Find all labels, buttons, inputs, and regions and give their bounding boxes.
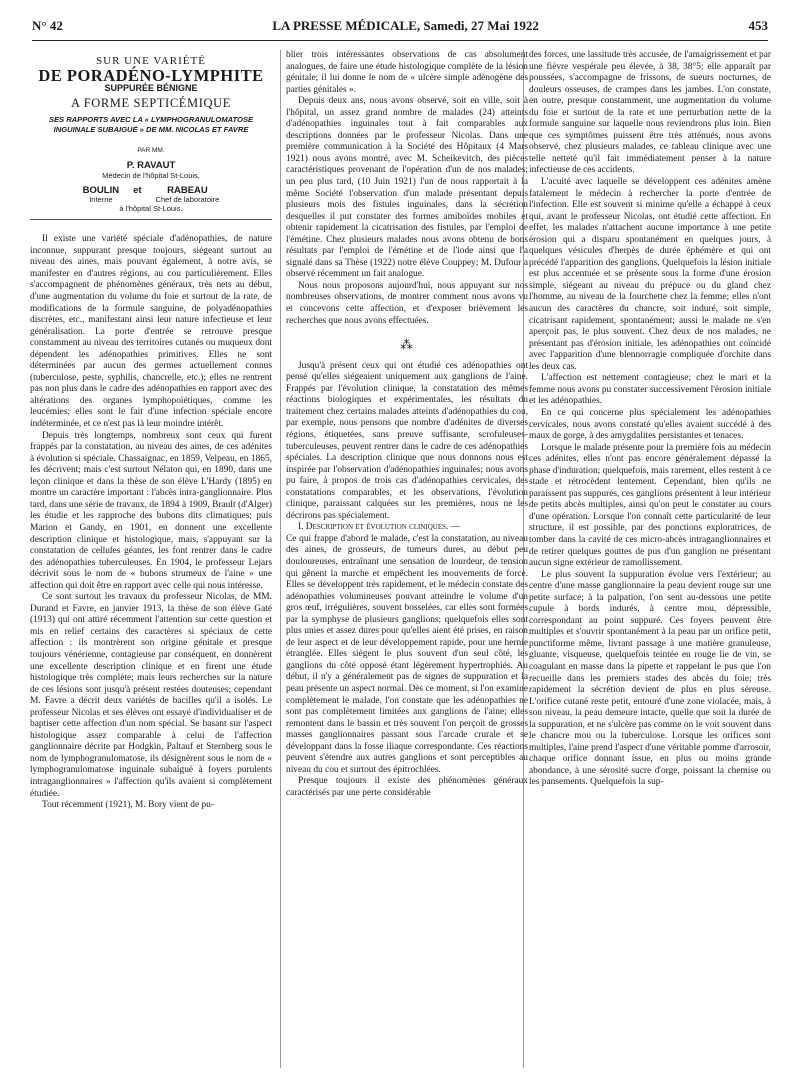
column-divider [280, 50, 281, 1068]
paragraph: Depuis très longtemps, nombreux sont ceux qui furent frappés par la constatation, au niveau des aines, de ces adénites à évolution si spéciale. Chassaignac, en 1859, Velpeau, en 1865, les décrivent; mais c'est surtout Nélaton qui, en 1890, dans une leçon clinique et dans la thèse de son élève L'Hardy (1895) en montre un caractère important : l'abcès intra-ganglionnaire. Plus tard, dans une série de travaux, de 1894 à 1909, Brault (d'Alger) les étudie et les rapproche des bubons dits climatiques; puis Marion et Gandy, en 1901, en donnent une excellente description clinique et histologique, mais, s'appuyant sur la constatation de cellules géantes, les font rentrer dans le cadre des adénopathies tuberculeuses. En 1904, le professeur Lejars décrivit sous le nom de « bubons strumeux de l'aine » une affection qui doit être en rapport avec celle qui nous intéresse. [30, 430, 272, 591]
author-1: P. RAVAUT [126, 159, 176, 171]
author-3: RABEAU [167, 185, 208, 197]
author-1-affiliation: Médecin de l'hôpital St-Louis, [102, 171, 200, 181]
column-3 [529, 50, 771, 1070]
paragraph: Il existe une variété spéciale d'adénopathies, de nature inconnue, suppurant presque toujours, siégeant surtout au niveau des aines, mais pouvant également, à notre avis, se manifester en d'autres régions, au cou particulièrement. Elles s'accompagnent de phénomènes généraux, très nets au début, d'une augmentation du volume du foie et surtout de la rate, de modifications de la formule sanguine, de polyadénopathies discrètes, etc., manifestant ainsi leur nature infectieuse et leur généralisation. La porte d'entrée se retrouve presque constamment au niveau des territoires cutanés ou muqueux dont dépendent les adénopathies primitives. Elles ne sont déterminées par aucun des germes actuellement connus (tuberculose, peste, syphilis, chancrelle, etc.); elles ne rentrent pas non plus dans le cadre des adénopathies en rapport avec des altérations des organes lymphopoïétiques, comme les leucémies; elles sont le fait d'une infection spéciale encore indéterminée, et ce n'est pas là leur moindre intérêt. [30, 234, 272, 430]
title-line-1: SUR UNE VARIÉTÉ [96, 55, 206, 67]
column-2 [286, 50, 528, 1070]
section-heading [286, 522, 528, 534]
title-reports: SES RAPPORTS AVEC LA « LYMPHOGRANULOMATOSE INGUINALE SUBAIGUË » DE MM. NICOLAS ET FAVRE [48, 115, 254, 135]
journal-title: LA PRESSE MÉDICALE, Samedi, 27 Mai 1922 [272, 18, 539, 33]
paragraph: Ce sont surtout les travaux du professeur Nicolas, de MM. Durand et Favre, en janvier 1913, la thèse de son élève Gaté (1913) qui ont attiré récemment l'attention sur cette question et mis en relief certains des caractères si spéciaux de cette affection : ils montrèrent son origine génitale et presque toujours vénérienne, contagieuse par conséquent, en donnèrent une excellente description clinique et en firent une étude histologique très complète; mais leurs recherches sur la nature de ces lésions sont jusqu'à présent restées douteuses; cependant M. Favre a décrit deux variétés de bacilles qu'il a isolés. Le professeur Nicolas et ses élèves ont essayé d'individualiser et de baptiser cette affection d'un nom spécial. Se basant sur l'aspect histologique assez comparable à celui de l'affection ganglionnaire décrite par Hodgkin, Paltauf et Sternberg sous le nom de lymphogranulomatose, ils désignèrent sous le nom de « lymphogranulomatose inguinale subaiguë à foyers purulents intraganglionnaires » l'affection qu'ils avaient si complètement étudiée. [30, 592, 272, 799]
page-number: 453 [748, 18, 768, 33]
section-1-heading: I. Description et évolution cliniques. — [298, 522, 461, 533]
paragraph: Ce qui frappe d'abord le malade, c'est la constatation, au niveau des aines, de grosseurs, de tumeurs dures, au début peu douloureuses, entraînant une sensation de lourdeur, de tension qui gênent la marche et empêchent les mouvements de force. Elles se développent très rapidement, et le médecin constate des adénopathies volumineuses pouvant atteindre le volume d'un gros œuf, irrégulières, souvent bosselées, car elles sont formées par la symphyse de plusieurs ganglions; quelquefois elles sont plus unies et assez dures pour qu'elles aient été prises, en raison de leur aspect et de leur développement rapide, pour une hernie étranglée. Elles siègent le plus souvent d'un seul côté, les ganglions du côté opposé étant légèrement hypertrophiés. Au début, il n'y a généralement pas de signes de suppuration et la peau présente un aspect normal. Dès ce moment, si l'on examine complètement le malade, l'on constate que les adénopathies ne sont pas complètement limitées aux ganglions de l'aine; elles remontent dans le bassin et très souvent l'on perçoit de grosses masses ganglionnaires passant sous l'arcade crurale et se développant dans la fosse iliaque correspondante. Ces réactions peuvent s'étendre aux autres ganglions et sont perceptibles au niveau du cou et surtout des épitrochlées. [286, 533, 528, 775]
column-1 [30, 50, 272, 1070]
author-2-affiliation: Interne [89, 195, 113, 205]
paragraph: Jusqu'à présent ceux qui ont étudié ces adénopathies ont pensé qu'elles siégeaient uniquement aux ganglions de l'aine. Frappés par l'évolution clinique, la constatation des mêmes réactions biologiques et expérimentales, les résultats du traitement chez certains malades atteints d'adénopathies du cou, par exemple, nous pensons que nombre d'adénites de diverses régions, étiquetées, sans preuve suffisante, scrofuleuses-tuberculeuses, peuvent rentrer dans le cadre de ces adénopathies spéciales. La description clinique que nous donnons nous est inspirée par l'observation d'adénopathies inguinales; nous avons pu faire, à propos de trois cas d'adénopathies cervicales, des constatations comparables, et les observations, l'évolution clinique, paraissant calquées sur les premières, nous ne les décrirons pas spécialement. [286, 360, 528, 521]
paragraph: Lorsque le malade présente pour la première fois au médecin ces adénites, elles n'ont pas encore généralement dépassé la phase d'induration; quelquefois, mais rarement, elles restent à ce stade et rétrocèdent lentement. Cependant, bien qu'ils ne paraissent pas suppurés, ces ganglions présentent à leur intérieur de petits abcès multiples, ainsi qu'on peut le constater au cours d'une opération. Lorsque l'on connaît cette particularité de leur structure, il est possible, par des ponctions exploratrices, de tomber dans la cavité de ces micro-abcès intraganglionnaires et de retirer quelques gouttes de pus d'un ganglion ne présentant aucun signe extérieur de ramollissement. [529, 442, 771, 569]
paragraph: En ce qui concerne plus spécialement les adénopathies cervicales, nous avons constaté qu'elles avaient succédé à des maux de gorge, à des amygdalites persistantes et tenaces. [529, 407, 771, 442]
page-header [32, 18, 768, 38]
paragraph: L'acuité avec laquelle se développent ces adénites amène fatalement le médecin à rechercher la porte d'entrée de l'infection. Elle est souvent si minime qu'elle a échappé à ceux qui, avant le professeur Nicolas, ont étudié cette affection. En effet, les malades n'attachent aucune importance à une petite érosion qui a disparu spontanément en quelques jours, à quelques vésicules d'herpès de durée éphémère et qui ont précédé l'apparition des ganglions. Quelquefois la lésion initiale est plus accentuée et se présente sous la forme d'une érosion simple, siégeant au niveau du prépuce ou du gland chez l'homme, au niveau de la fourchette chez la femme; elles n'ont aucun des caractères du chancre, soit induré, soit simple, cicatrisant rapidement, spontanément; aussi le malade ne s'en aperçoit pas, le plus souvent. Chez deux de nos malades, ne présentant pas d'érosion initiale, les adénopathies ont coïncidé avec l'apparition d'une blennorragie compliquée d'orchite dans les deux cas. [529, 177, 771, 372]
authors-and: et [133, 185, 142, 197]
issue-number: N° 42 [32, 18, 63, 33]
title-line-3: SUPPURÉE BÉNIGNE [104, 83, 198, 94]
paragraph: Tout récemment (1921), M. Bory vient de pu- [42, 800, 214, 811]
author-2: BOULIN [82, 185, 120, 197]
paragraph: blier trois intéressantes observations de cas absolument analogues, de faire une étude histologique complète de la lésion génitale; il lui donne le nom de « ulcère simple adénogène des parties génitales ». [286, 50, 528, 95]
author-3-affiliation: Chef de laboratoire [155, 195, 220, 205]
section-separator: ⁂ [400, 337, 414, 353]
paragraph: Nous nous proposons aujourd'hui, nous appuyant sur nos nombreuses observations, de montrer comment nous avons vu et concevons cette affection, et d'exposer brièvement les recherches que nous avons effectuées. [286, 280, 528, 326]
common-affiliation: à l'hôpital St-Louis. [119, 204, 183, 214]
authors-row [30, 186, 272, 204]
paragraph: Presque toujours il existe des phénomènes généraux caractérisés par une perte considérable [286, 776, 528, 798]
paragraph: L'affection est nettement contagieuse; chez le mari et la femme nous avons pu constater successivement l'érosion initiale et les adénopathies. [529, 373, 771, 407]
article-title-block [30, 56, 272, 220]
paragraph: des forces, une lassitude très accusée, de l'amaigrissement et par une fièvre vespérale peu élevée, à 38, 38°5; elle apparaît par poussées, s'accompagne de frissons, de sueurs nocturnes, de douleurs osseuses, de crampes dans les jambes. L'on constate, en outre, presque constamment, une augmentation du volume du foie et surtout de la rate et une perturbation nette de la formule sanguine sur laquelle nous reviendrons plus loin. Bien que ces symptômes puissent être très atténués, nous avons observé, chez plusieurs malades, ce tableau clinique avec une telle netteté qu'il fait immédiatement penser à la nature infectieuse de ces accidents. [529, 50, 771, 176]
paragraph: Le plus souvent la suppuration évolue vers l'extérieur; au centre d'une masse ganglionnaire la peau devient rouge sur une petite surface; à la palpation, l'on sent au-dessous une petite cupule à bords indurés, à centre mou, dépressible, correspondant au point suppuré. Ces foyers peuvent être multiples et s'ouvrir spontanément à la peau par un orifice petit, punctiforme même, livrant passage à une matière granuleuse, gluante, visqueuse, quelquefois teintée en rouge lie de vin, se coagulant en masse dans la pipette et rappelant le pus que l'on recueille dans les premiers stades des abcès du foie; très rapidement la sécrétion devient de plus en plus séreuse. L'orifice cutané reste petit, entouré d'une zone violacée, mais, à son niveau, la peau demeure intacte, quelle que soit la durée de la suppuration, et ne s'ulcère pas comme on le voit souvent dans le chancre mou ou la tuberculose. Lorsque les orifices sont multiples, l'aine prend l'aspect d'une véritable pomme d'arrosoir, chaque orifice donnant issue, en plus ou moins grande abondance, à une sérosité sucre d'orge, poissant la chemise ou les pansements. Quelquefois la sup- [529, 569, 771, 788]
title-line-2: DE PORADÉNO-LYMPHITE [38, 65, 264, 85]
paragraph: Depuis deux ans, nous avons observé, soit en ville, soit à l'hôpital, un assez grand nombre de malades (24) atteints d'adénopathies inguinales tout à fait comparables aux descriptions données par le professeur Nicolas. Dans une première communication à la Société des Hôpitaux (4 Mars 1921) nous avons montré, avec M. Scheikevitch, des pièces caractéristiques provenant de l'opération d'un de nos malades; un peu plus tard, (10 Juin 1921) l'un de nous rapportait à la même Société l'observation d'un malade présentant depuis plusieurs mois des fistules inguinales, dans la sécrétion desquelles il put constater des formes amiboïdes mobiles et obtenir rapidement la cicatrisation des fistules, par l'emploi de l'émétine. Chez plusieurs malades nous avons obtenu de bons résultats par l'emploi de l'émétine et de l'iode ainsi que l'a signalé dans sa Thèse (1922) notre élève Couppey; M. Dufour a observé récemment un fait analogue. [286, 96, 528, 280]
by-line: PAR MM. [137, 147, 165, 155]
header-rule [32, 40, 768, 41]
title-line-4: A FORME SEPTICÉMIQUE [71, 95, 231, 110]
